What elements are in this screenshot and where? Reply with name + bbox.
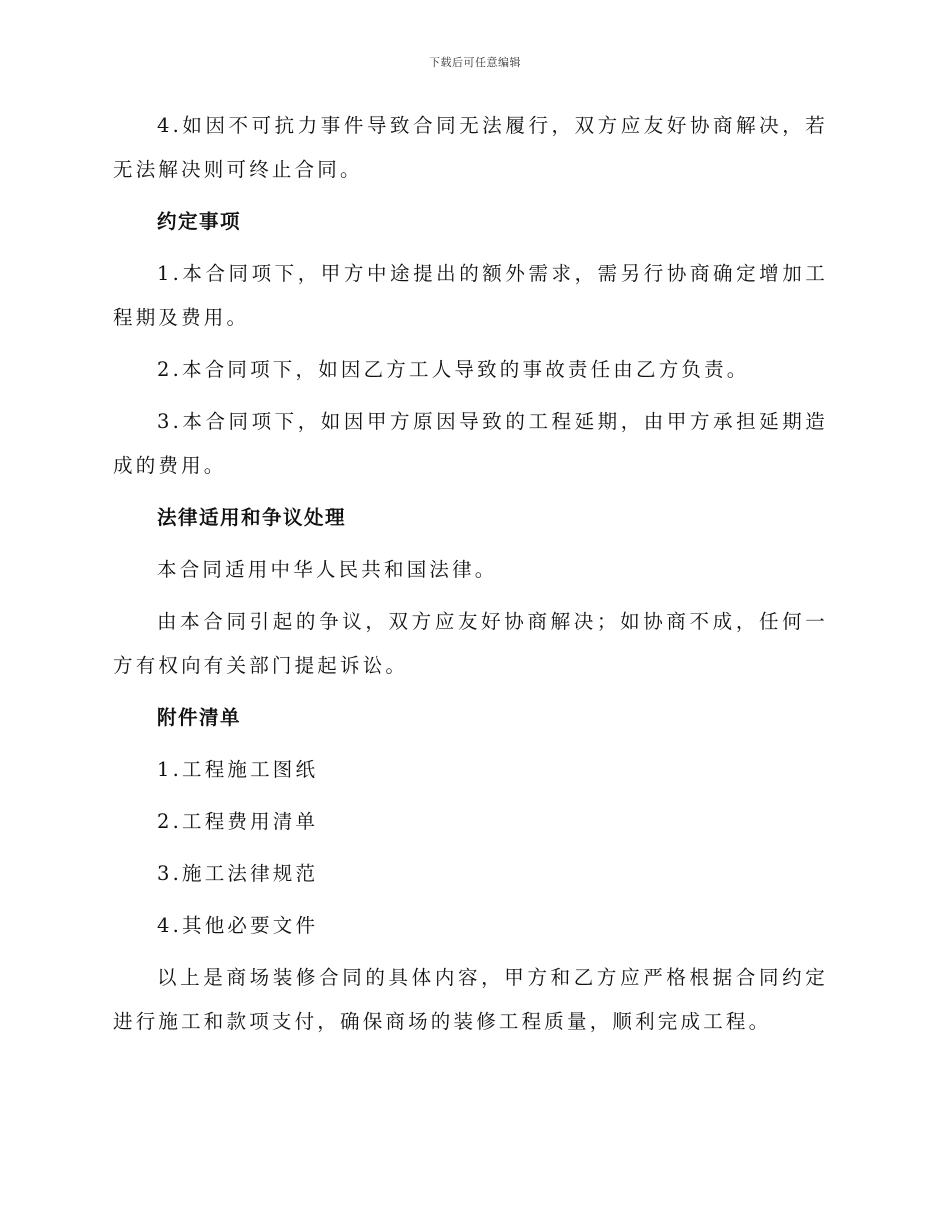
agreed-matter-1: 1.本合同项下，甲方中途提出的额外需求，需另行协商确定增加工程期及费用。 <box>113 262 828 329</box>
closing-paragraph: 以上是商场装修合同的具体内容，甲方和乙方应严格根据合同约定进行施工和款项支付，确保商场的装修工程质量，顺利完成工程。 <box>113 966 828 1033</box>
document-body <box>113 104 828 1052</box>
attachment-item-4: 4.其他必要文件 <box>157 914 319 937</box>
dispute-resolution-paragraph: 由本合同引起的争议，双方应友好协商解决；如协商不成，任何一方有权向有关部门提起诉讼。 <box>113 610 828 677</box>
attachment-item-2: 2.工程费用清单 <box>157 810 319 833</box>
section-heading-agreed-matters: 约定事项 <box>157 210 242 233</box>
clause-force-majeure: 4.如因不可抗力事件导致合同无法履行，双方应友好协商解决，若无法解决则可终止合同。 <box>113 114 828 181</box>
agreed-matter-3: 3.本合同项下，如因甲方原因导致的工程延期，由甲方承担延期造成的费用。 <box>113 410 828 477</box>
section-heading-law-disputes: 法律适用和争议处理 <box>157 506 347 529</box>
section-heading-attachments: 附件清单 <box>157 706 242 729</box>
page-header: 下载后可任意编辑 <box>429 56 521 69</box>
agreed-matter-2: 2.本合同项下，如因乙方工人导致的事故责任由乙方负责。 <box>157 358 750 381</box>
attachment-item-1: 1.工程施工图纸 <box>157 758 319 781</box>
governing-law-paragraph: 本合同适用中华人民共和国法律。 <box>157 558 498 581</box>
attachment-item-3: 3.施工法律规范 <box>157 862 319 885</box>
